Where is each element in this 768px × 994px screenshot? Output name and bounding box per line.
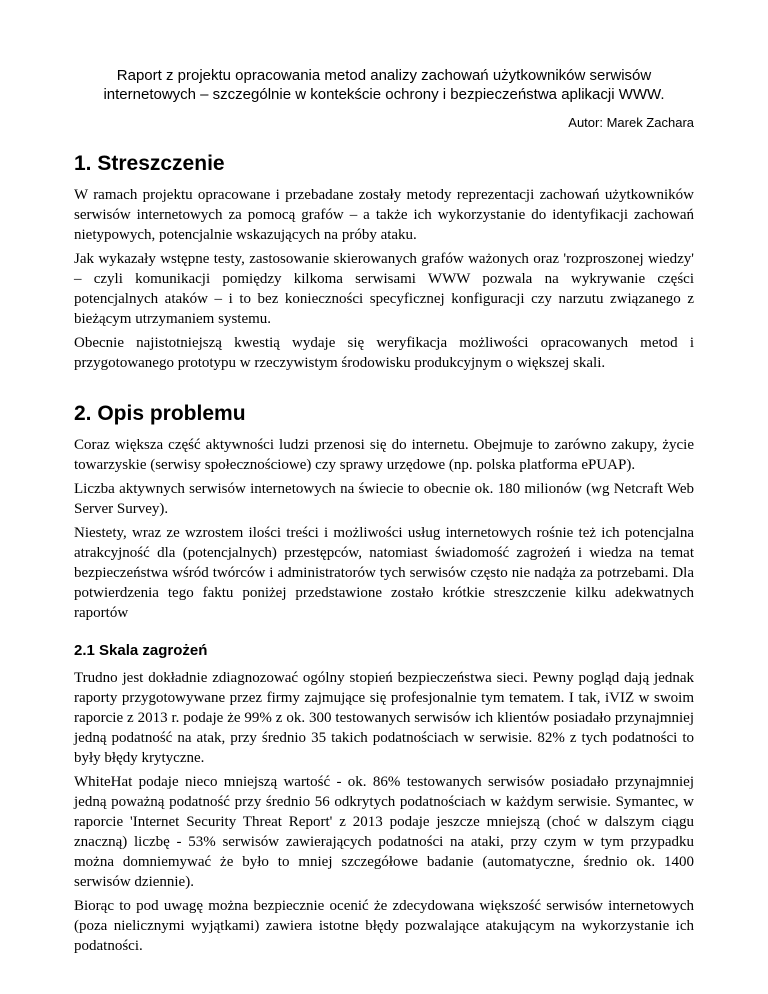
title-line-1: Raport z projektu opracowania metod analizy zachowań użytkowników serwisów: [116, 67, 652, 84]
paragraph: WhiteHat podaje nieco mniejszą wartość - ok. 86% testowanych serwisów posiadało przynajmniej jedną poważną podatność przy średnio 56 odkrytych podatnościach w każdym serwisie. Symantec, w raporcie 'Internet Security Threat Report' z 2013 podaje jeszcze mniejszą (choć w dalszym ciągu znaczną) liczbę - 53% serwisów zawierających podatności na ataki, przy czym w tym przypadku można domniemywać że było to mniej szczegółowe badanie (automatyczne, średnio ok. 1400 serwisów dziennie).: [74, 774, 694, 890]
section-heading: 1. Streszczenie: [74, 152, 225, 175]
subsection-heading: 2.1 Skala zagrożeń: [74, 642, 208, 659]
section-heading: 2. Opis problemu: [74, 402, 246, 425]
paragraph: Biorąc to pod uwagę można bezpiecznie ocenić że zdecydowana większość serwisów internetowych (poza nielicznymi wyjątkami) zawiera istotne błędy pozwalające atakującym na wykorzystanie ich podatności.: [74, 898, 694, 954]
paragraph: Trudno jest dokładnie zdiagnozować ogólny stopień bezpieczeństwa sieci. Pewny pogląd dają jednak raporty przygotowywane przez firmy zajmujące się profesjonalnie tym tematem. I tak, iVIZ w swoim raporcie z 2013 r. podaje że 99% z ok. 300 testowanych serwisów ich klientów posiadało przynajmniej jedną podatność na atak, przy średnio 35 takich podatnościach w serwisie. 82% z tych podatności to były błędy krytyczne.: [74, 670, 694, 766]
paragraph: Jak wykazały wstępne testy, zastosowanie skierowanych grafów ważonych oraz 'rozproszonej wiedzy' – czyli komunikacji pomiędzy kilkoma serwisami WWW pozwala na wykrywanie części potencjalnych ataków – i to bez konieczności specyficznej konfiguracji czy narzutu związanego z bieżącym utrzymaniem systemu.: [74, 251, 694, 327]
document-title: [74, 66, 694, 104]
author-line: Autor: Marek Zachara: [568, 115, 694, 130]
paragraph: Coraz większa część aktywności ludzi przenosi się do internetu. Obejmuje to zarówno zakupy, życie towarzyskie (serwisy społecznościowe) czy sprawy urzędowe (np. polska platforma ePUAP).: [74, 437, 694, 473]
paragraph: Obecnie najistotniejszą kwestią wydaje się weryfikacja możliwości opracowanych metod i przygotowanego prototypu w rzeczywistym środowisku produkcyjnym o większej skali.: [74, 335, 694, 371]
paragraph: W ramach projektu opracowane i przebadane zostały metody reprezentacji zachowań użytkowników serwisów internetowych za pomocą grafów – a także ich wykorzystanie do identyfikacji zachowań nietypowych, potencjalnie wskazujących na próby ataku.: [74, 187, 694, 243]
title-line-2: internetowych – szczególnie w kontekście ochrony i bezpieczeństwa aplikacji WWW.: [103, 86, 665, 103]
section-threat-scale: [74, 641, 694, 956]
paragraph: Niestety, wraz ze wzrostem ilości treści i możliwości usług internetowych rośnie też ich potencjalna atrakcyjność dla (potencjalnych) przestępców, natomiast świadomość zagrożeń i wiedza na temat bezpieczeństwa wśród twórców i administratorów tych serwisów często nie nadąża za potrzebami. Dla potwierdzenia tego faktu poniżej przedstawione zostało krótkie streszczenie kilku adekwatnych raportów: [74, 525, 694, 621]
paragraph: Liczba aktywnych serwisów internetowych na świecie to obecnie ok. 180 milionów (wg Netcraft Web Server Survey).: [74, 481, 694, 517]
section-problem: [74, 401, 694, 623]
section-summary: [74, 151, 694, 373]
